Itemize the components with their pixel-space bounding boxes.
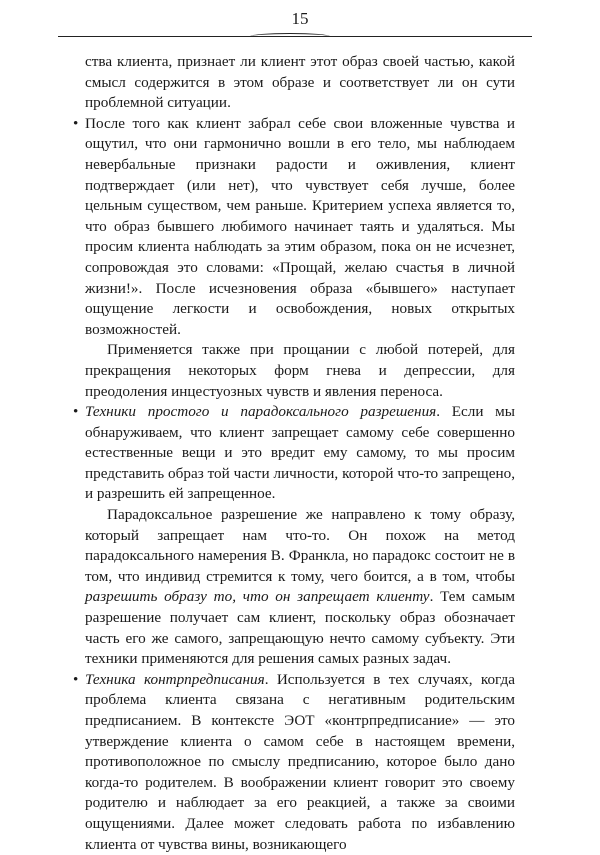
bullet-paragraph: • После того как клиент забрал себе свои вложенные чувства и ощутил, что они гармонично вошли в его тело, мы наблюдаем невербальные признаки радости и оживления, клиент подтверждает (или нет), что чувствует себя лучше, более цельным существом, чем раньше. Критерием успеха является то, что образ бывшего любимого начинает таять и удаляться. Мы просим клиента наблюдать за этим образом, пока он не исчезнет, сопровождая это словами: «Прощай, желаю счастья в личной жизни!». После исчезновения образа «бывшего» наступает ощущение легкости и освобождения, новых открытых возможностей. — [85, 114, 515, 341]
paragraph-continuation: ства клиента, признает ли клиент этот образ своей частью, какой смысл содержится в этом образе и соответствует ли он сути проблемной ситуации. — [85, 53, 515, 112]
counter-text: . Используется в тех случаях, когда проблема клиента связана с негативным родительским предписанием. В контексте ЭОТ «контрпредписание» — это утверждение клиента о самом себе в настоящем времени, противоположное по смыслу предписанию, которое было дано когда-то родителем. В воображении клиент говорит это своему родителю и наблюдает за его реакцией, а также за своими ощущениями. Далее может следовать работа по избавлению клиента от чувства вины, возникающего — [85, 670, 515, 853]
bullet-paragraph-counter — [85, 670, 515, 855]
paradox-text-a: Парадоксальное разрешение же направлено к тому образу, который запрещает нам что-то. Он похож на метод парадоксального намерения В. Франкла, но парадокс состоит не в том, что индивид стремится к тому, чего боится, а в том, чтобы — [85, 506, 515, 585]
indented-paragraph-paradox — [85, 505, 515, 670]
page-number: 15 — [291, 9, 309, 28]
paradox-emphasis: разрешить образу то, что он запрещает клиенту — [85, 588, 430, 606]
header-rule — [58, 36, 532, 37]
counter-title: Техника контрпредписания — [85, 670, 265, 688]
technique-title: Техники простого и парадоксального разрешения — [85, 403, 437, 421]
technique-text: . Если мы обнаруживаем, что клиент запрещает самому себе совершенно естественные вещи и это вредит ему самому, то мы просим представить образ той части личности, которой что-то запрещено, и разрешить ей запрещенное. — [85, 403, 515, 503]
bullet-paragraph-techniques — [85, 402, 515, 505]
indented-paragraph: Применяется также при прощании с любой потерей, для прекращения некоторых форм гнева и депрессии, для преодоления инцестуозных чувств и явления переноса. — [85, 341, 515, 400]
page-body — [85, 52, 515, 855]
paradox-text-b: . Тем самым разрешение получает сам клиент, поскольку образ обозначает часть его же самого, запрещающую нечто самому субъекту. Эти техники применяются для решения самых разных задач. — [85, 588, 515, 668]
